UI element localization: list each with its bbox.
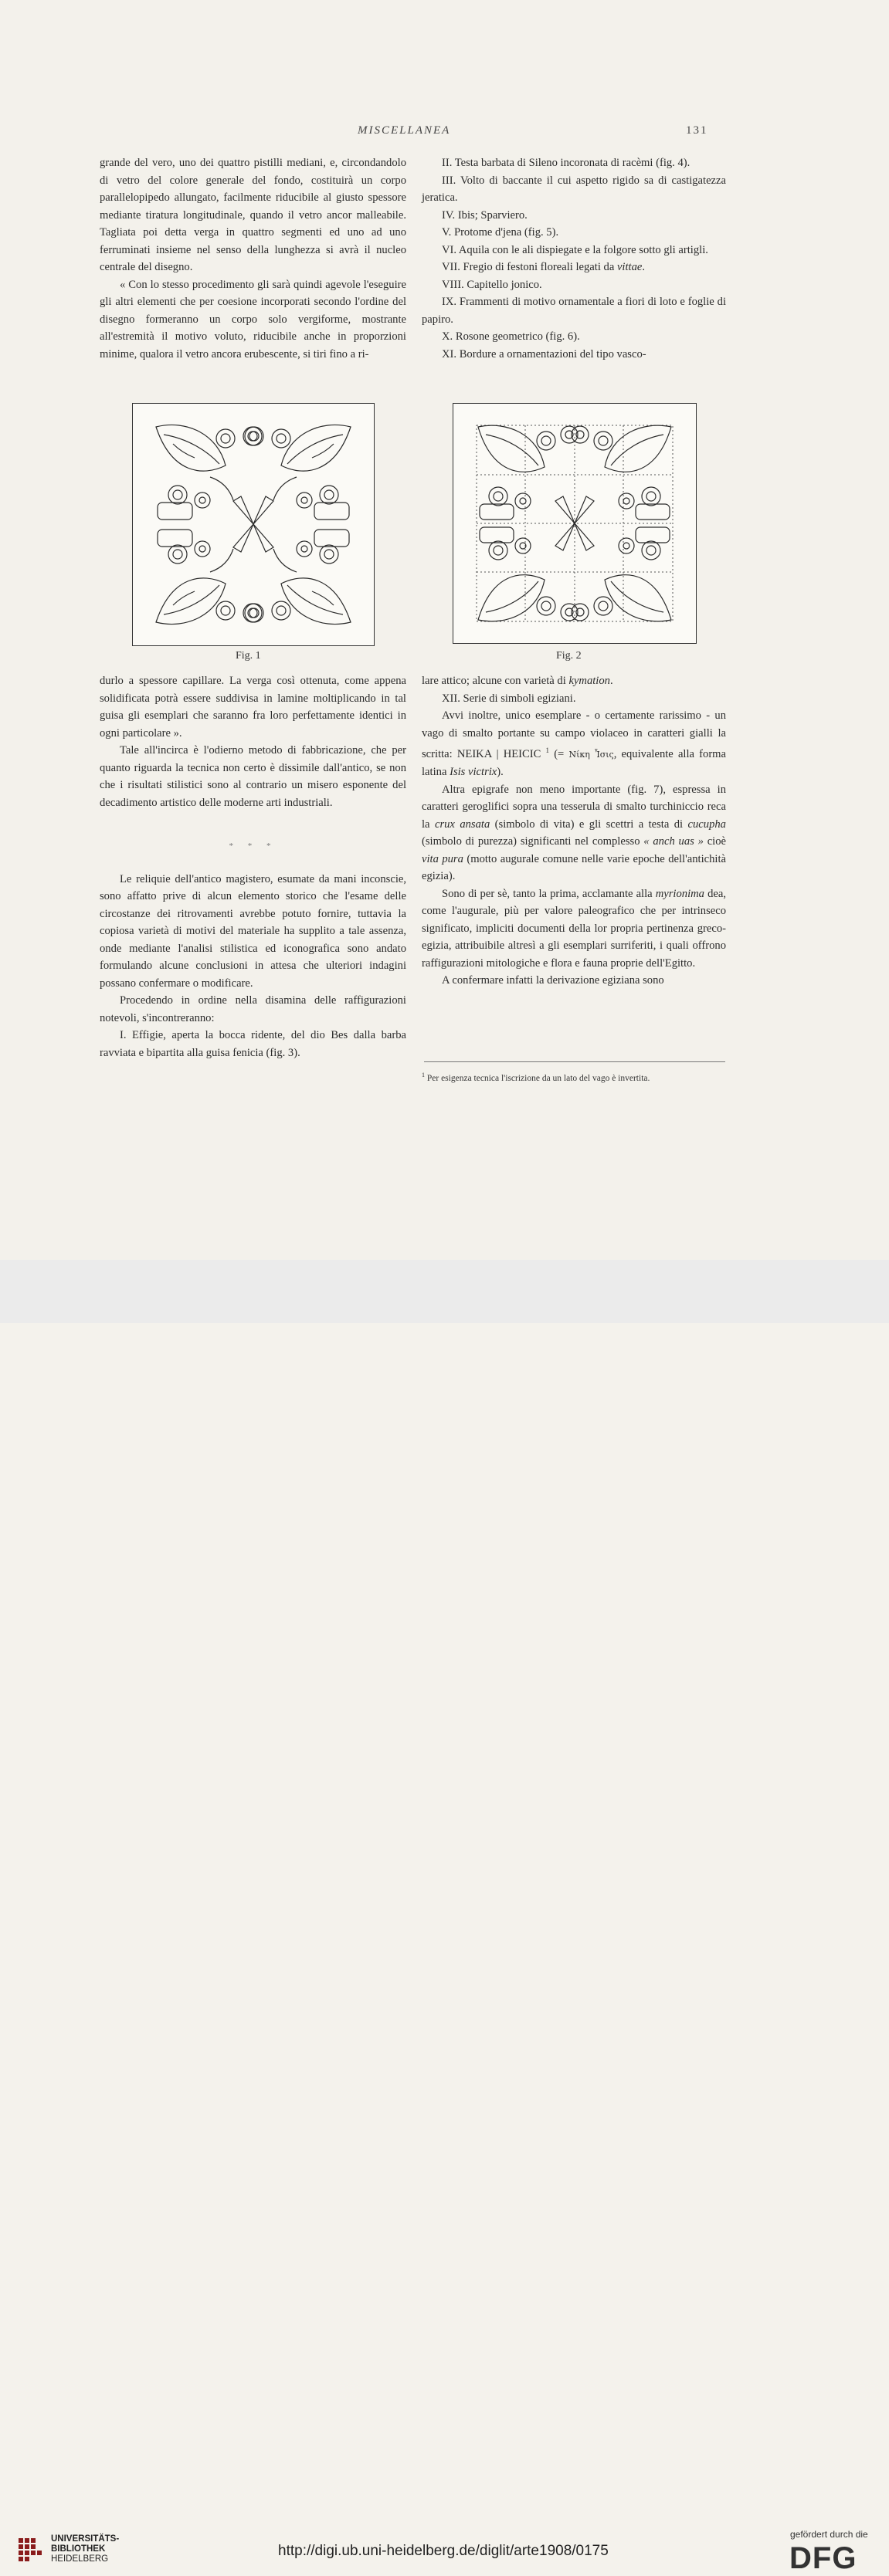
list-item: VIII. Capitello jonico. bbox=[442, 278, 542, 291]
permalink-url[interactable]: http://digi.ub.uni-heidelberg.de/diglit/arte1908/0175 bbox=[278, 2543, 609, 2559]
italic-term: kymation bbox=[568, 675, 610, 687]
list-item: XI. Bordure a ornamentazioni del tipo vasco- bbox=[442, 347, 646, 361]
ornament-drawing-1 bbox=[133, 404, 374, 645]
list-item: X. Rosone geometrico (fig. 6). bbox=[442, 330, 580, 343]
paragraph: « Con lo stesso procedimento gli sarà quindi agevole l'eseguire gli altri elementi che per coesione incorporati secondo l'ordine del disegno formeranno un corpo solo vergiforme, mostrante all'estremità il motivo voluto, riducibile anche in proporzioni minime, qualora il vetro ancora erubescente, si tiri fino a ri- bbox=[100, 278, 406, 361]
italic-term: myrionima bbox=[655, 887, 704, 900]
paragraph bbox=[422, 781, 726, 885]
university-library-logo-icon bbox=[17, 2535, 48, 2566]
page-number: 131 bbox=[686, 124, 708, 137]
library-name bbox=[51, 2534, 119, 2564]
running-title: MISCELLANEA bbox=[358, 124, 451, 137]
italic-term: crux ansata bbox=[434, 817, 490, 831]
list-item: III. Volto di baccante il cui aspetto rigido sa di castigatezza jeratica. bbox=[422, 174, 726, 204]
paragraph: durlo a spessore capillare. La verga così ottenuta, come appena solidificata potrà essere suddivisa in lamine moltiplicando in tal guisa gli esemplari che saranno fra loro perfettamente identici in ogni particolare ». bbox=[100, 675, 406, 740]
library-name-line: UNIVERSITÄTS- bbox=[51, 2534, 120, 2544]
right-column-top bbox=[422, 154, 726, 363]
text: Avvi inoltre, unico esemplare - o certamente rarissimo - un vago di smalto portante su campo violaceo in caratteri gialli la scritta: NEIKA | HEICIC bbox=[422, 709, 726, 760]
figure-1-caption: Fig. 1 bbox=[236, 650, 261, 662]
funding-note: gefördert durch die bbox=[790, 2529, 868, 2540]
viewer-footer-bar bbox=[0, 1260, 889, 2575]
list-item: V. Protome d'jena (fig. 5). bbox=[442, 226, 559, 239]
library-name-line: HEIDELBERG bbox=[51, 2554, 109, 2564]
greek-text: Νίκη Ἶσις bbox=[568, 749, 614, 760]
text: Sono di per sè, tanto la prima, acclamante alla bbox=[442, 887, 653, 900]
footnote-rule bbox=[424, 1061, 725, 1062]
italic-term: vittae bbox=[616, 261, 643, 273]
list-item: II. Testa barbata di Sileno incoronata di racèmi (fig. 4). bbox=[442, 157, 691, 169]
text: (= bbox=[554, 747, 565, 760]
text: (simbolo di purezza) significanti nel complesso bbox=[422, 835, 640, 848]
list-item-text: VII. Fregio di festoni floreali legati da bbox=[442, 261, 615, 273]
paragraph: Procedendo in ordine nella disamina delle raffigurazioni notevoli, s'incontreranno: bbox=[100, 994, 406, 1024]
left-column-top bbox=[100, 154, 406, 363]
text: lare attico; alcune con varietà di bbox=[422, 675, 566, 687]
list-item: VII. Fregio di festoni floreali legati da vittae. bbox=[442, 261, 646, 273]
ornament-drawing-2 bbox=[453, 404, 696, 643]
italic-term: « anch uas » bbox=[643, 835, 704, 848]
running-header bbox=[0, 124, 889, 141]
library-name-line: BIBLIOTHEK bbox=[51, 2544, 106, 2554]
dfg-logo: DFG bbox=[789, 2541, 857, 2575]
list-item: I. Effigie, aperta la bocca ridente, del dio Bes dalla barba ravviata e bipartita alla guisa fenicia (fig. 3). bbox=[100, 1029, 406, 1059]
paragraph: Tale all'incirca è l'odierno metodo di fabbricazione, che per quanto riguarda la tecnica non certo è dissimile dall'antico, se non che i risultati stilistici sono al contrario un misero esponente del decadimento artistico delle moderne arti industriali. bbox=[100, 744, 406, 809]
left-column-bottom bbox=[100, 672, 406, 1061]
italic-term: cucupha bbox=[687, 817, 726, 831]
text: ). bbox=[497, 766, 504, 779]
footnote-text: Per esigenza tecnica l'iscrizione da un lato del vago è invertita. bbox=[426, 1073, 650, 1083]
scanned-page bbox=[0, 0, 889, 1260]
list-item: IV. Ibis; Sparviero. bbox=[442, 208, 528, 222]
right-column-bottom bbox=[422, 672, 726, 990]
footnote bbox=[422, 1068, 726, 1085]
paragraph bbox=[422, 707, 726, 781]
paragraph bbox=[422, 885, 726, 973]
footnote-mark: 1 bbox=[422, 1071, 425, 1078]
text: dea, come l'augurale, più per valore paleografico che per intrinseco significato, impliciti documenti della lor propria pertinenza greco-egizia, attribuibile altresì a gli esemplari surriferiti, i quali offrono raffigurazioni mitologiche e flora e fauna proprie dell'Egitto. bbox=[422, 887, 726, 970]
section-separator: * * * bbox=[229, 841, 277, 851]
italic-term: vita pura bbox=[422, 852, 463, 865]
figure-2-caption: Fig. 2 bbox=[556, 650, 582, 662]
list-item: VI. Aquila con le ali dispiegate e la folgore sotto gli artigli. bbox=[442, 243, 708, 256]
text: (motto augurale comune nelle varie epoche dell'antichità egizia). bbox=[422, 852, 726, 883]
italic-term: Isis victrix bbox=[450, 766, 497, 779]
footnote-ref: 1 bbox=[545, 746, 550, 754]
text: Altra epigrafe non meno importante (fig. 7), espressa in caratteri geroglifici sopra una tesserula di smalto turchiniccio reca la bbox=[422, 783, 726, 831]
paragraph: grande del vero, uno dei quattro pistilli mediani, e, circondandolo di vetro del colore generale del fondo, costituirà un corpo parallelopipedo allungato, facilmente riducibile al giusto spessore mediante tiratura longitudinale, quando il vetro ancor malleabile. Tagliata poi detta verga in quattro segmenti ed uno ad uno ferruminati insieme nel senso della lunghezza si avrà il nucleo centrale del disegno. bbox=[100, 157, 406, 273]
figure-2-ornament-grid bbox=[453, 403, 697, 644]
text: , equivalente alla forma latina bbox=[422, 747, 727, 779]
list-item: IX. Frammenti di motivo ornamentale a fiori di loto e foglie di papiro. bbox=[422, 296, 726, 326]
paragraph: A confermare infatti la derivazione egiziana sono bbox=[442, 974, 664, 987]
figure-1-ornament bbox=[132, 403, 375, 646]
list-item: XII. Serie di simboli egiziani. bbox=[442, 692, 576, 705]
paragraph: lare attico; alcune con varietà di kymation. bbox=[422, 675, 613, 687]
paragraph: Le reliquie dell'antico magistero, esumate da mani inconscie, sono affatto prive di alcun elemento storico che l'esame delle circostanze dei ritrovamenti avrebbe potuto fornire, tuttavia la copiosa varietà di motivi del materiale ha supplito a tale assenza, onde mediante l'analisi stilistica ed iconografica sono andato formulando alcune conclusioni in attesa che ulteriori indagini possano confermare o modificare. bbox=[100, 872, 406, 990]
text: cioè bbox=[707, 835, 726, 848]
text: (simbolo di vita) e gli scettri a testa di bbox=[494, 817, 684, 831]
